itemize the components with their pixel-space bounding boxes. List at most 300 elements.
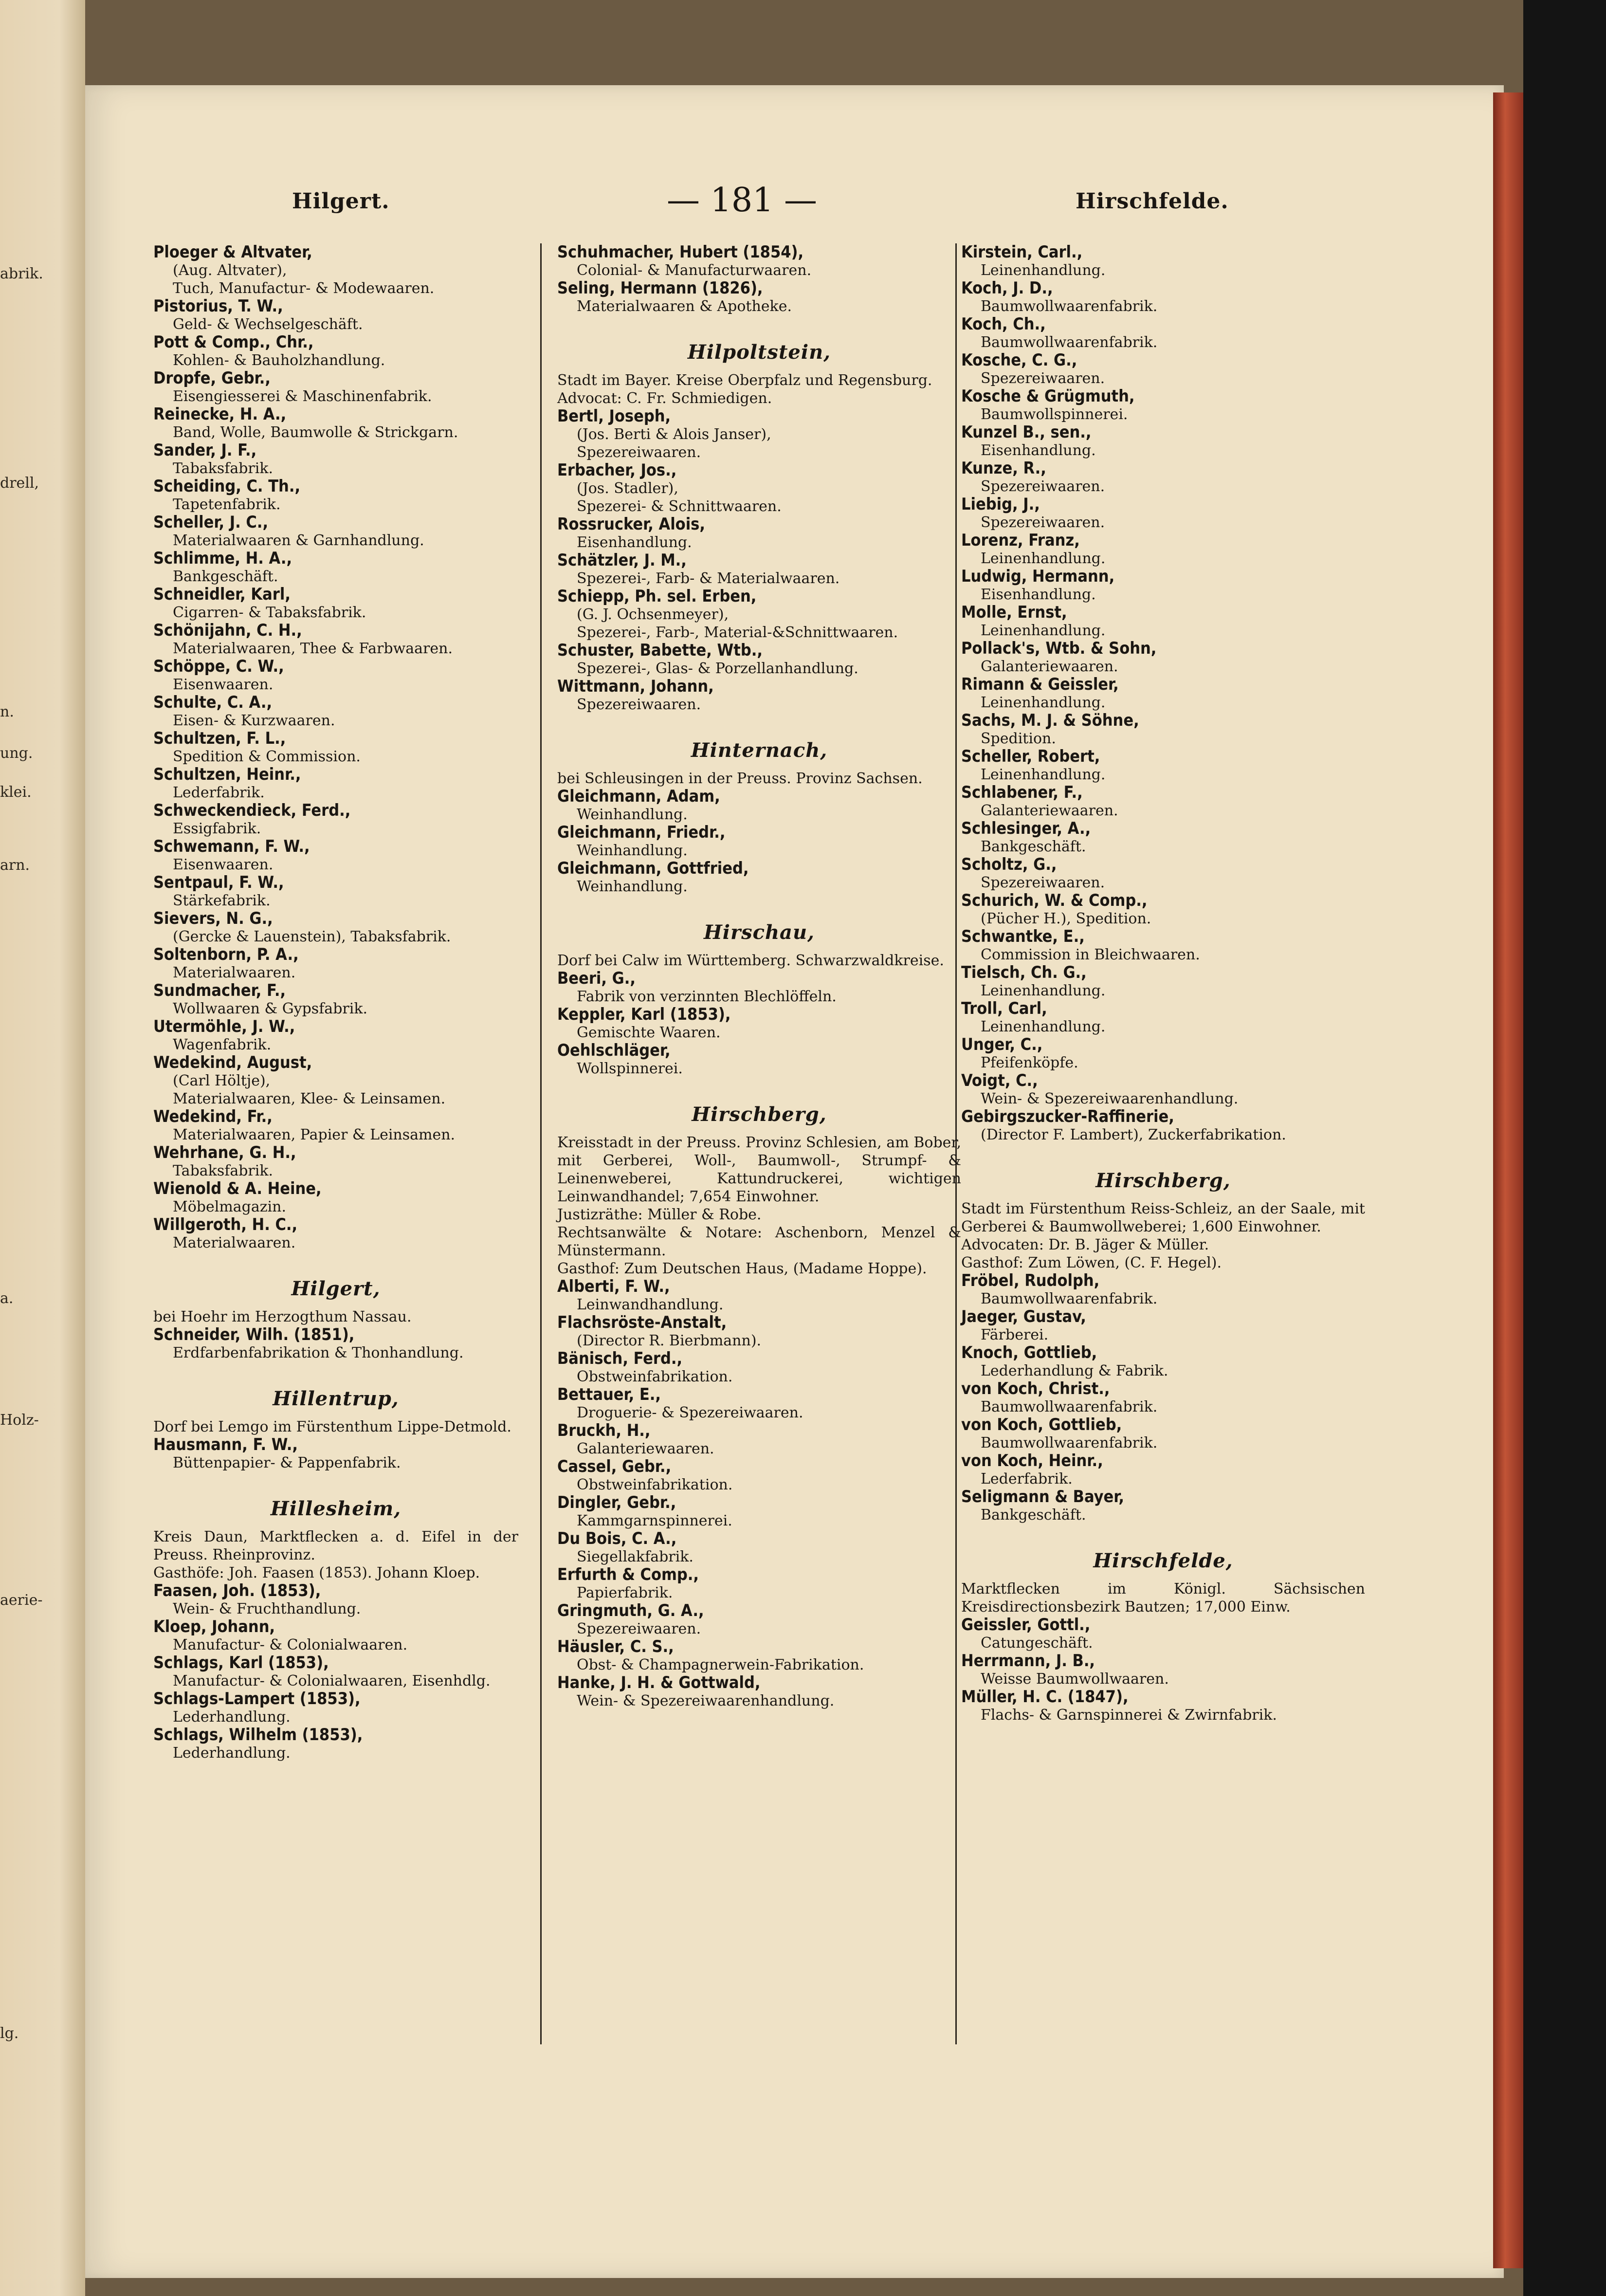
entry-name: Ludwig, Hermann, — [961, 567, 1115, 586]
entry-description: Bankgeschäft. — [981, 838, 1086, 855]
entry-description: Pfeifenköpfe. — [981, 1054, 1078, 1071]
entry-description: Baumwollwaarenfabrik. — [981, 334, 1158, 351]
entry-name: Scheller, Robert, — [961, 747, 1100, 766]
entry-name: Pollack's, Wtb. & Sohn, — [961, 639, 1157, 658]
entry-name: Seling, Hermann (1826), — [557, 278, 763, 298]
directory-entry — [557, 1494, 961, 1530]
entry-description: Geld- & Wechselgeschäft. — [173, 316, 363, 333]
place-description: Dorf bei Calw im Württemberg. Schwarzwaldkreise. — [557, 952, 944, 969]
entry-description: Tuch, Manufactur- & Modewaaren. — [173, 280, 435, 297]
entry-description: Siegellakfabrik. — [577, 1548, 694, 1565]
directory-entry — [153, 333, 518, 369]
place-heading: Hinternach, — [691, 739, 828, 762]
directory-entry — [961, 351, 1365, 387]
entry-description: Baumwollwaarenfabrik. — [981, 1290, 1158, 1307]
entry-name: Dingler, Gebr., — [557, 1493, 676, 1512]
directory-entry — [961, 640, 1365, 676]
entry-name: Faasen, Joh. (1853), — [153, 1581, 321, 1600]
entry-description: Weinhandlung. — [577, 842, 688, 859]
directory-entry — [153, 1690, 518, 1726]
entry-name: Pott & Comp., Chr., — [153, 332, 314, 352]
entry-name: von Koch, Gottlieb, — [961, 1415, 1122, 1434]
entry-name: Knoch, Gottlieb, — [961, 1343, 1097, 1362]
entry-name: Kosche & Grügmuth, — [961, 386, 1135, 406]
directory-entry — [153, 405, 518, 441]
directory-entry — [557, 1638, 961, 1674]
place-description: Advocat: C. Fr. Schmiedigen. — [557, 390, 772, 407]
directory-entry — [961, 928, 1365, 964]
directory-entry — [961, 459, 1365, 496]
entry-name: Sievers, N. G., — [153, 909, 273, 928]
place-heading: Hirschfelde, — [1093, 1549, 1233, 1572]
entry-name: Hausmann, F. W., — [153, 1435, 298, 1454]
directory-entry — [153, 1180, 518, 1216]
entry-description: Materialwaaren, Klee- & Leinsamen. — [173, 1090, 446, 1107]
directory-entry — [557, 860, 961, 896]
entry-name: Schiepp, Ph. sel. Erben, — [557, 587, 757, 606]
entry-description: Baumwollwaarenfabrik. — [981, 1434, 1158, 1451]
directory-entry — [153, 946, 518, 982]
entry-description: (Director R. Bierbmann). — [577, 1332, 762, 1349]
entry-name: Koch, J. D., — [961, 278, 1053, 298]
entry-description: Eisenhandlung. — [981, 442, 1096, 459]
entry-description: Wollspinnerei. — [577, 1060, 683, 1077]
column-2 — [557, 243, 961, 1710]
entry-name: Kirstein, Carl., — [961, 242, 1083, 262]
directory-entry — [153, 622, 518, 658]
entry-name: Beeri, G., — [557, 969, 636, 988]
place-description: Marktflecken im Königl. Sächsischen Kreisdirectionsbezirk Bautzen; 17,000 Einw. — [961, 1580, 1365, 1616]
entry-name: Gleichmann, Adam, — [557, 787, 720, 806]
entry-name: Scheller, J. C., — [153, 513, 269, 532]
directory-entry — [153, 730, 518, 766]
entry-name: Schulte, C. A., — [153, 693, 273, 712]
entry-description: Materialwaaren, Thee & Farbwaaren. — [173, 640, 453, 657]
entry-description: Wein- & Spezereiwaarenhandlung. — [577, 1692, 835, 1709]
entry-name: Schöppe, C. W., — [153, 657, 284, 676]
directory-entry — [961, 1344, 1365, 1380]
entry-name: Wienold & A. Heine, — [153, 1179, 322, 1198]
directory-entry — [961, 1416, 1365, 1452]
entry-description: (Aug. Altvater), — [173, 262, 287, 279]
entry-name: Jaeger, Gustav, — [961, 1307, 1086, 1326]
previous-page-fragment: n. — [0, 703, 14, 720]
directory-entry — [557, 243, 961, 279]
entry-name: von Koch, Heinr., — [961, 1451, 1103, 1470]
entry-name: Sachs, M. J. & Söhne, — [961, 711, 1139, 730]
entry-description: Obstweinfabrikation. — [577, 1368, 733, 1385]
directory-entry — [153, 802, 518, 838]
entry-name: Bertl, Joseph, — [557, 406, 671, 426]
directory-entry — [961, 1652, 1365, 1688]
entry-name: Liebig, J., — [961, 495, 1040, 514]
entry-description: Möbelmagazin. — [173, 1198, 287, 1215]
entry-name: Schätzler, J. M., — [557, 551, 687, 570]
entry-name: Scheiding, C. Th., — [153, 477, 301, 496]
running-header-left: Hilgert. — [292, 189, 390, 214]
directory-entry — [961, 1108, 1365, 1144]
entry-name: von Koch, Christ., — [961, 1379, 1110, 1398]
entry-name: Ploeger & Altvater, — [153, 242, 312, 262]
previous-page-fragment: ung. — [0, 745, 33, 762]
running-header-right: Hirschfelde. — [1076, 189, 1229, 214]
previous-page-edge — [0, 0, 85, 2296]
entry-description: Cigarren- & Tabaksfabrik. — [173, 604, 366, 621]
entry-name: Schneider, Wilh. (1851), — [153, 1325, 355, 1344]
entry-description: (Jos. Berti & Alois Janser), — [577, 426, 771, 443]
entry-description: Wagenfabrik. — [173, 1036, 272, 1053]
entry-name: Tielsch, Ch. G., — [961, 963, 1087, 982]
entry-description: Materialwaaren & Apotheke. — [577, 298, 792, 315]
entry-name: Seligmann & Bayer, — [961, 1487, 1124, 1506]
entry-name: Willgeroth, H. C., — [153, 1215, 298, 1234]
entry-description: Eisenhandlung. — [981, 586, 1096, 603]
directory-entry — [153, 1326, 518, 1362]
entry-name: Dropfe, Gebr., — [153, 368, 271, 388]
directory-entry — [153, 1216, 518, 1252]
entry-name: Wedekind, August, — [153, 1053, 312, 1072]
entry-name: Pistorius, T. W., — [153, 296, 283, 316]
previous-page-fragment: drell, — [0, 475, 39, 492]
place-heading: Hilpoltstein, — [687, 341, 831, 364]
entry-description: Spezerei-, Farb-, Material-&Schnittwaaren. — [577, 624, 898, 641]
entry-description: Spezereiwaaren. — [577, 696, 701, 713]
entry-description: Wollwaaren & Gypsfabrik. — [173, 1000, 368, 1017]
directory-entry — [153, 658, 518, 694]
entry-name: Herrmann, J. B., — [961, 1651, 1095, 1671]
entry-description: (Pücher H.), Spedition. — [981, 910, 1151, 927]
directory-entry — [153, 478, 518, 514]
directory-entry — [557, 1350, 961, 1386]
entry-name: Wittmann, Johann, — [557, 677, 714, 696]
entry-description: Leinenhandlung. — [981, 982, 1106, 999]
entry-description: (Gercke & Lauenstein), Tabaksfabrik. — [173, 928, 451, 945]
entry-name: Gleichmann, Friedr., — [557, 823, 726, 842]
entry-description: Catungeschäft. — [981, 1635, 1093, 1652]
directory-entry — [557, 1602, 961, 1638]
entry-name: Schwantke, E., — [961, 927, 1085, 946]
entry-description: Lederhandlung & Fabrik. — [981, 1362, 1168, 1379]
place-description: Stadt im Fürstenthum Reiss-Schleiz, an der Saale, mit Gerberei & Baumwollweberei; 1,600 Einwohner. — [961, 1200, 1365, 1235]
directory-entry — [961, 496, 1365, 532]
entry-name: Gebirgszucker-Raffinerie, — [961, 1107, 1174, 1126]
entry-name: Sentpaul, F. W., — [153, 873, 284, 892]
entry-name: Schlesinger, A., — [961, 819, 1091, 838]
directory-entry — [557, 551, 961, 588]
place-heading: Hillesheim, — [270, 1497, 402, 1520]
place-description: Gasthöfe: Joh. Faasen (1853). Johann Kloep. — [153, 1564, 480, 1581]
directory-entry — [557, 461, 961, 515]
entry-description: Baumwollwaarenfabrik. — [981, 1398, 1158, 1415]
directory-entry — [557, 970, 961, 1006]
entry-name: Schneidler, Karl, — [153, 585, 291, 604]
directory-entry — [153, 1436, 518, 1472]
entry-description: Materialwaaren. — [173, 1234, 296, 1251]
place-description: Dorf bei Lemgo im Fürstenthum Lippe-Detmold. — [153, 1418, 511, 1435]
directory-entry — [961, 423, 1365, 459]
directory-entry — [961, 1616, 1365, 1652]
entry-name: Schultzen, Heinr., — [153, 765, 301, 784]
place-description: Justizräthe: Müller & Robe. — [557, 1206, 762, 1223]
directory-entry — [557, 642, 961, 678]
directory-entry — [153, 586, 518, 622]
entry-description: Gemischte Waaren. — [577, 1024, 721, 1041]
directory-entry — [961, 1000, 1365, 1036]
entry-name: Scholtz, G., — [961, 855, 1057, 874]
entry-name: Schlimme, H. A., — [153, 549, 292, 568]
directory-entry — [153, 874, 518, 910]
directory-entry — [961, 532, 1365, 568]
entry-description: (Director F. Lambert), Zuckerfabrikation. — [981, 1126, 1286, 1143]
previous-page-fragment: arn. — [0, 857, 30, 874]
directory-entry — [153, 1018, 518, 1054]
directory-entry — [961, 604, 1365, 640]
entry-name: Flachsröste-Anstalt, — [557, 1313, 727, 1332]
entry-description: Leinenhandlung. — [981, 1018, 1106, 1035]
entry-name: Fröbel, Rudolph, — [961, 1271, 1100, 1290]
entry-description: Bankgeschäft. — [981, 1506, 1086, 1524]
directory-entry — [961, 1380, 1365, 1416]
entry-name: Müller, H. C. (1847), — [961, 1687, 1129, 1707]
entry-name: Unger, C., — [961, 1035, 1043, 1054]
entry-description: Wein- & Fruchthandlung. — [173, 1600, 361, 1617]
entry-description: Eisenwaaren. — [173, 856, 274, 873]
entry-name: Reinecke, H. A., — [153, 404, 287, 424]
entry-name: Schultzen, F. L., — [153, 729, 286, 748]
directory-entry — [557, 1314, 961, 1350]
entry-description: Band, Wolle, Baumwolle & Strickgarn. — [173, 424, 458, 441]
entry-name: Rossrucker, Alois, — [557, 514, 706, 534]
directory-entry — [961, 1688, 1365, 1724]
entry-name: Sundmacher, F., — [153, 981, 286, 1000]
directory-entry — [153, 766, 518, 802]
directory-entry — [557, 588, 961, 642]
place-description: Kreisstadt in der Preuss. Provinz Schlesien, am Bober, mit Gerberei, Woll-, Baumwoll-, Strumpf- & Leinenweberei, Kattundruckerei, wichtigen Leinwandhandel; 7,654 Einwohner. — [557, 1134, 961, 1205]
entry-description: Leinenhandlung. — [981, 622, 1106, 639]
directory-entry — [557, 1278, 961, 1314]
entry-description: Leinwandhandlung. — [577, 1296, 724, 1313]
entry-description: Spezereiwaaren. — [981, 478, 1105, 495]
place-heading: Hillentrup, — [273, 1387, 399, 1410]
entry-description: Materialwaaren & Garnhandlung. — [173, 532, 424, 549]
entry-name: Hanke, J. H. & Gottwald, — [557, 1673, 761, 1692]
entry-description: Obst- & Champagnerwein-Fabrikation. — [577, 1656, 864, 1673]
entry-name: Kunze, R., — [961, 459, 1046, 478]
place-heading: Hirschberg, — [1095, 1169, 1231, 1192]
entry-description: Colonial- & Manufacturwaaren. — [577, 262, 812, 279]
place-description: bei Schleusingen in der Preuss. Provinz Sachsen. — [557, 770, 923, 787]
entry-description: Spedition. — [981, 730, 1056, 747]
directory-entry — [961, 892, 1365, 928]
previous-page-fragment: abrik. — [0, 265, 43, 282]
directory-entry — [961, 279, 1365, 315]
entry-description: Eisenwaaren. — [173, 676, 274, 693]
entry-name: Schlags, Karl (1853), — [153, 1653, 329, 1672]
entry-description: Essigfabrik. — [173, 820, 261, 837]
entry-name: Utermöhle, J. W., — [153, 1017, 295, 1036]
entry-name: Alberti, F. W., — [557, 1277, 670, 1296]
entry-description: Spezereiwaaren. — [981, 874, 1105, 891]
entry-description: Spezerei- & Schnittwaaren. — [577, 498, 782, 515]
entry-description: Erdfarbenfabrikation & Thonhandlung. — [173, 1344, 464, 1361]
entry-name: Bruckh, H., — [557, 1421, 651, 1440]
entry-description: Leinenhandlung. — [981, 550, 1106, 567]
column-rule — [540, 243, 542, 2044]
directory-entry — [557, 279, 961, 315]
directory-entry — [153, 441, 518, 478]
entry-description: Baumwollwaarenfabrik. — [981, 298, 1158, 315]
entry-name: Bettauer, E., — [557, 1385, 661, 1404]
column-1 — [153, 243, 518, 1762]
entry-name: Wedekind, Fr., — [153, 1107, 273, 1126]
column-3 — [961, 243, 1365, 1724]
directory-entry — [557, 1674, 961, 1710]
place-description: bei Hoehr im Herzogthum Nassau. — [153, 1308, 412, 1325]
entry-description: Eisen- & Kurzwaaren. — [173, 712, 335, 729]
entry-name: Rimann & Geissler, — [961, 675, 1119, 694]
directory-entry — [557, 1458, 961, 1494]
entry-description: Eisenhandlung. — [577, 534, 692, 551]
entry-description: Färberei. — [981, 1326, 1049, 1343]
entry-description: Leinenhandlung. — [981, 766, 1106, 783]
entry-name: Oehlschläger, — [557, 1041, 671, 1060]
entry-description: Weinhandlung. — [577, 878, 688, 895]
entry-description: Weisse Baumwollwaaren. — [981, 1671, 1169, 1688]
place-description: Kreis Daun, Marktflecken a. d. Eifel in der Preuss. Rheinprovinz. — [153, 1528, 518, 1563]
directory-entry — [961, 1308, 1365, 1344]
entry-name: Keppler, Karl (1853), — [557, 1005, 731, 1024]
directory-entry — [557, 1042, 961, 1078]
directory-entry — [557, 407, 961, 461]
entry-description: Flachs- & Garnspinnerei & Zwirnfabrik. — [981, 1707, 1277, 1724]
directory-entry — [961, 820, 1365, 856]
directory-entry — [557, 678, 961, 714]
entry-name: Bänisch, Ferd., — [557, 1349, 683, 1368]
directory-entry — [961, 1488, 1365, 1524]
entry-description: Galanteriewaaren. — [981, 658, 1118, 675]
directory-entry — [961, 568, 1365, 604]
directory-entry — [961, 1452, 1365, 1488]
entry-description: Tabaksfabrik. — [173, 460, 274, 477]
entry-description: Tabaksfabrik. — [173, 1162, 274, 1179]
directory-entry — [153, 550, 518, 586]
entry-name: Schweckendieck, Ferd., — [153, 801, 351, 820]
entry-description: (Carl Höltje), — [173, 1072, 271, 1089]
place-heading: Hirschberg, — [692, 1103, 827, 1126]
directory-entry — [153, 243, 518, 297]
entry-name: Schuster, Babette, Wtb., — [557, 641, 763, 660]
entry-description: Büttenpapier- & Pappenfabrik. — [173, 1454, 401, 1471]
entry-description: Kohlen- & Bauholzhandlung. — [173, 352, 385, 369]
directory-entry — [153, 1654, 518, 1690]
entry-description: Papierfabrik. — [577, 1584, 673, 1601]
entry-name: Cassel, Gebr., — [557, 1457, 672, 1476]
entry-description: Leinenhandlung. — [981, 262, 1106, 279]
previous-page-fragment: klei. — [0, 784, 32, 801]
place-description: Rechtsanwälte & Notare: Aschenborn, Menzel & Münstermann. — [557, 1224, 961, 1259]
entry-name: Kloep, Johann, — [153, 1617, 275, 1636]
directory-entry — [153, 1108, 518, 1144]
directory-entry — [153, 694, 518, 730]
entry-description: Commission in Bleichwaaren. — [981, 946, 1200, 963]
entry-description: Lederfabrik. — [173, 784, 265, 801]
entry-name: Lorenz, Franz, — [961, 531, 1080, 550]
entry-name: Molle, Ernst, — [961, 603, 1067, 622]
directory-entry — [153, 1144, 518, 1180]
entry-description: Fabrik von verzinnten Blechlöffeln. — [577, 988, 837, 1005]
entry-name: Schlabener, F., — [961, 783, 1083, 802]
entry-description: Materialwaaren, Papier & Leinsamen. — [173, 1126, 456, 1143]
directory-entry — [961, 315, 1365, 351]
entry-description: Spezereiwaaren. — [577, 1620, 701, 1637]
directory-entry — [153, 1726, 518, 1762]
entry-description: Spedition & Commission. — [173, 748, 361, 765]
directory-entry — [153, 369, 518, 405]
directory-entry — [961, 1072, 1365, 1108]
directory-entry — [961, 748, 1365, 784]
directory-entry — [557, 1006, 961, 1042]
entry-description: Kammgarnspinnerei. — [577, 1512, 732, 1529]
entry-name: Erfurth & Comp., — [557, 1565, 699, 1584]
directory-entry — [153, 1054, 518, 1108]
directory-entry — [961, 243, 1365, 279]
directory-entry — [961, 1036, 1365, 1072]
place-description: Stadt im Bayer. Kreise Oberpfalz und Regensburg. — [557, 372, 932, 389]
directory-entry — [961, 856, 1365, 892]
place-heading: Hilgert, — [291, 1277, 381, 1300]
entry-name: Sander, J. F., — [153, 441, 257, 460]
directory-entry — [153, 297, 518, 333]
entry-description: Galanteriewaaren. — [981, 802, 1118, 819]
directory-entry — [557, 1422, 961, 1458]
entry-description: Stärkefabrik. — [173, 892, 271, 909]
entry-name: Kosche, C. G., — [961, 350, 1077, 370]
entry-description: Spezerei-, Farb- & Materialwaaren. — [577, 570, 840, 587]
place-description: Gasthof: Zum Deutschen Haus, (Madame Hoppe). — [557, 1260, 927, 1277]
background-dark — [1523, 0, 1606, 2296]
previous-page-fragment: a. — [0, 1290, 14, 1307]
entry-description: Leinenhandlung. — [981, 694, 1106, 711]
entry-description: Eisengiesserei & Maschinenfabrik. — [173, 388, 432, 405]
entry-name: Kunzel B., sen., — [961, 422, 1092, 442]
directory-entry — [557, 1566, 961, 1602]
directory-entry — [961, 1272, 1365, 1308]
directory-entry — [961, 784, 1365, 820]
entry-description: Galanteriewaaren. — [577, 1440, 714, 1457]
directory-entry — [961, 712, 1365, 748]
previous-page-fragment: aerie- — [0, 1592, 43, 1609]
directory-entry — [153, 910, 518, 946]
entry-name: Schlags, Wilhelm (1853), — [153, 1725, 363, 1745]
entry-name: Troll, Carl, — [961, 999, 1047, 1018]
entry-name: Koch, Ch., — [961, 314, 1046, 334]
entry-description: Spezereiwaaren. — [577, 444, 701, 461]
entry-name: Soltenborn, P. A., — [153, 945, 299, 964]
place-description: Gasthof: Zum Löwen, (C. F. Hegel). — [961, 1254, 1222, 1271]
entry-description: Spezerei-, Glas- & Porzellanhandlung. — [577, 660, 858, 677]
entry-description: (G. J. Ochsenmeyer), — [577, 606, 729, 623]
entry-name: Gringmuth, G. A., — [557, 1601, 704, 1620]
entry-name: Schönijahn, C. H., — [153, 621, 302, 640]
entry-description: Manufactur- & Colonialwaaren. — [173, 1636, 408, 1653]
entry-name: Schurich, W. & Comp., — [961, 891, 1148, 910]
entry-name: Geissler, Gottl., — [961, 1615, 1091, 1635]
directory-entry — [153, 1582, 518, 1618]
entry-name: Häusler, C. S., — [557, 1637, 674, 1656]
entry-description: Lederhandlung. — [173, 1745, 291, 1762]
entry-description: Lederhandlung. — [173, 1708, 291, 1726]
entry-name: Du Bois, C. A., — [557, 1529, 677, 1548]
